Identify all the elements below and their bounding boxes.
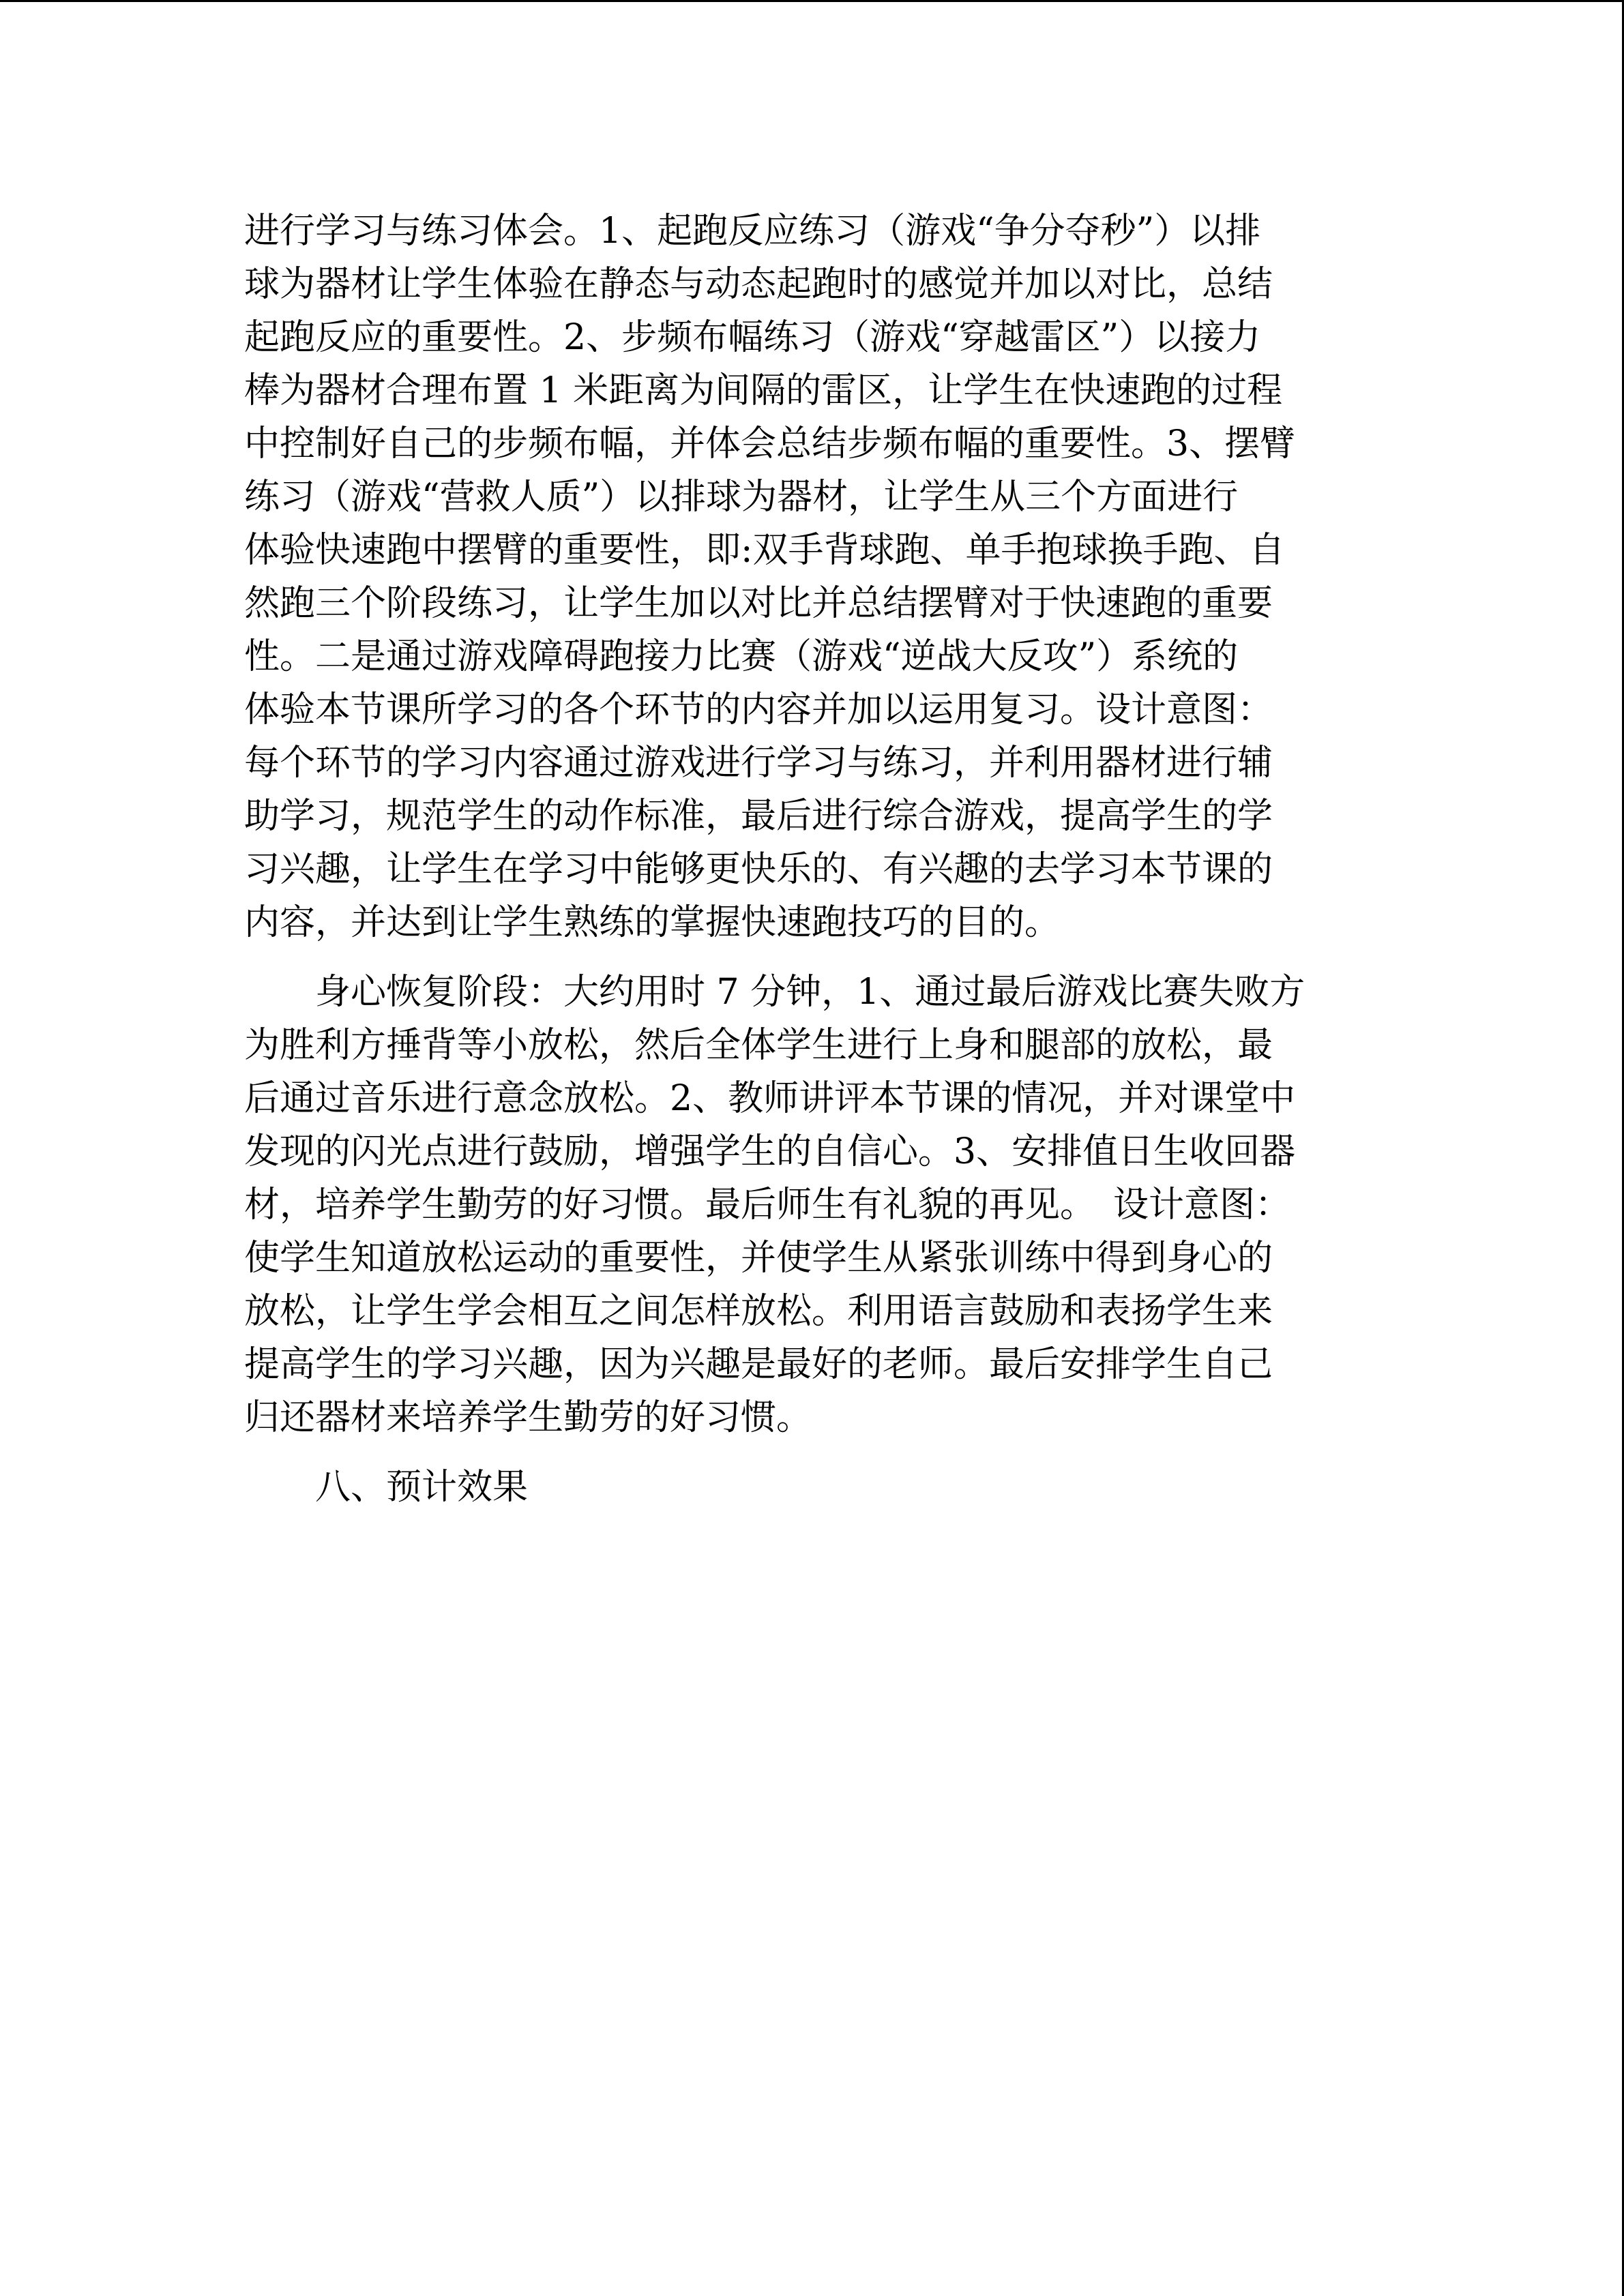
text-line: 为胜利方捶背等小放松，然后全体学生进行上身和腿部的放松，最 <box>244 1025 1273 1066</box>
text-line: 体验本节课所学习的各个环节的内容并加以运用复习。设计意图： <box>244 689 1273 730</box>
text-line: 性。二是通过游戏障碍跑接力比赛（游戏“逆战大反攻”）系统的 <box>244 636 1239 677</box>
section-heading: 八、预计效果 <box>244 1467 529 1508</box>
paragraph-game-learning <box>244 205 1376 949</box>
text-line: 棒为器材合理布置 1 米距离为间隔的雷区，让学生在快速跑的过程 <box>244 370 1283 411</box>
text-line: 身心恢复阶段：大约用时 7 分钟，1、通过最后游戏比赛失败方 <box>244 972 1305 1013</box>
text-line: 材，培养学生勤劳的好习惯。最后师生有礼貌的再见。 设计意图： <box>244 1184 1291 1225</box>
text-line: 后通过音乐进行意念放松。2、教师讲评本节课的情况，并对课堂中 <box>244 1078 1296 1119</box>
text-line: 起跑反应的重要性。2、步频布幅练习（游戏“穿越雷区”）以接力 <box>244 317 1261 358</box>
text-line: 进行学习与练习体会。1、起跑反应练习（游戏“争分夺秒”）以排 <box>244 211 1261 252</box>
paragraph-spacer <box>244 1444 1376 1461</box>
text-line: 练习（游戏“营救人质”）以排球为器材，让学生从三个方面进行 <box>244 477 1239 518</box>
text-line: 助学习，规范学生的动作标准，最后进行综合游戏，提高学生的学 <box>244 796 1273 837</box>
text-line: 使学生知道放松运动的重要性，并使学生从紧张训练中得到身心的 <box>244 1238 1273 1279</box>
text-line: 发现的闪光点进行鼓励，增强学生的自信心。3、安排值日生收回器 <box>244 1131 1296 1172</box>
section-heading-expected-effect <box>244 1461 1376 1514</box>
text-line: 然跑三个阶段练习，让学生加以对比并总结摆臂对于快速跑的重要 <box>244 583 1273 624</box>
text-line: 放松，让学生学会相互之间怎样放松。利用语言鼓励和表扬学生来 <box>244 1291 1273 1332</box>
paragraph-spacer <box>244 949 1376 966</box>
paragraph-recovery <box>244 966 1376 1444</box>
text-line: 内容，并达到让学生熟练的掌握快速跑技巧的目的。 <box>244 902 1061 943</box>
document-body <box>244 205 1376 1514</box>
text-line: 习兴趣，让学生在学习中能够更快乐的、有兴趣的去学习本节课的 <box>244 849 1273 890</box>
text-line: 归还器材来培养学生勤劳的好习惯。 <box>244 1397 812 1438</box>
text-line: 每个环节的学习内容通过游戏进行学习与练习，并利用器材进行辅 <box>244 743 1273 784</box>
text-line: 体验快速跑中摆臂的重要性，即:双手背球跑、单手抱球换手跑、自 <box>244 530 1285 571</box>
text-line: 提高学生的学习兴趣，因为兴趣是最好的老师。最后安排学生自己 <box>244 1344 1273 1385</box>
page-top-border <box>0 0 1624 2</box>
text-line: 球为器材让学生体验在静态与动态起跑时的感觉并加以对比，总结 <box>244 264 1273 305</box>
text-line: 中控制好自己的步频布幅，并体会总结步频布幅的重要性。3、摆臂 <box>244 423 1296 464</box>
